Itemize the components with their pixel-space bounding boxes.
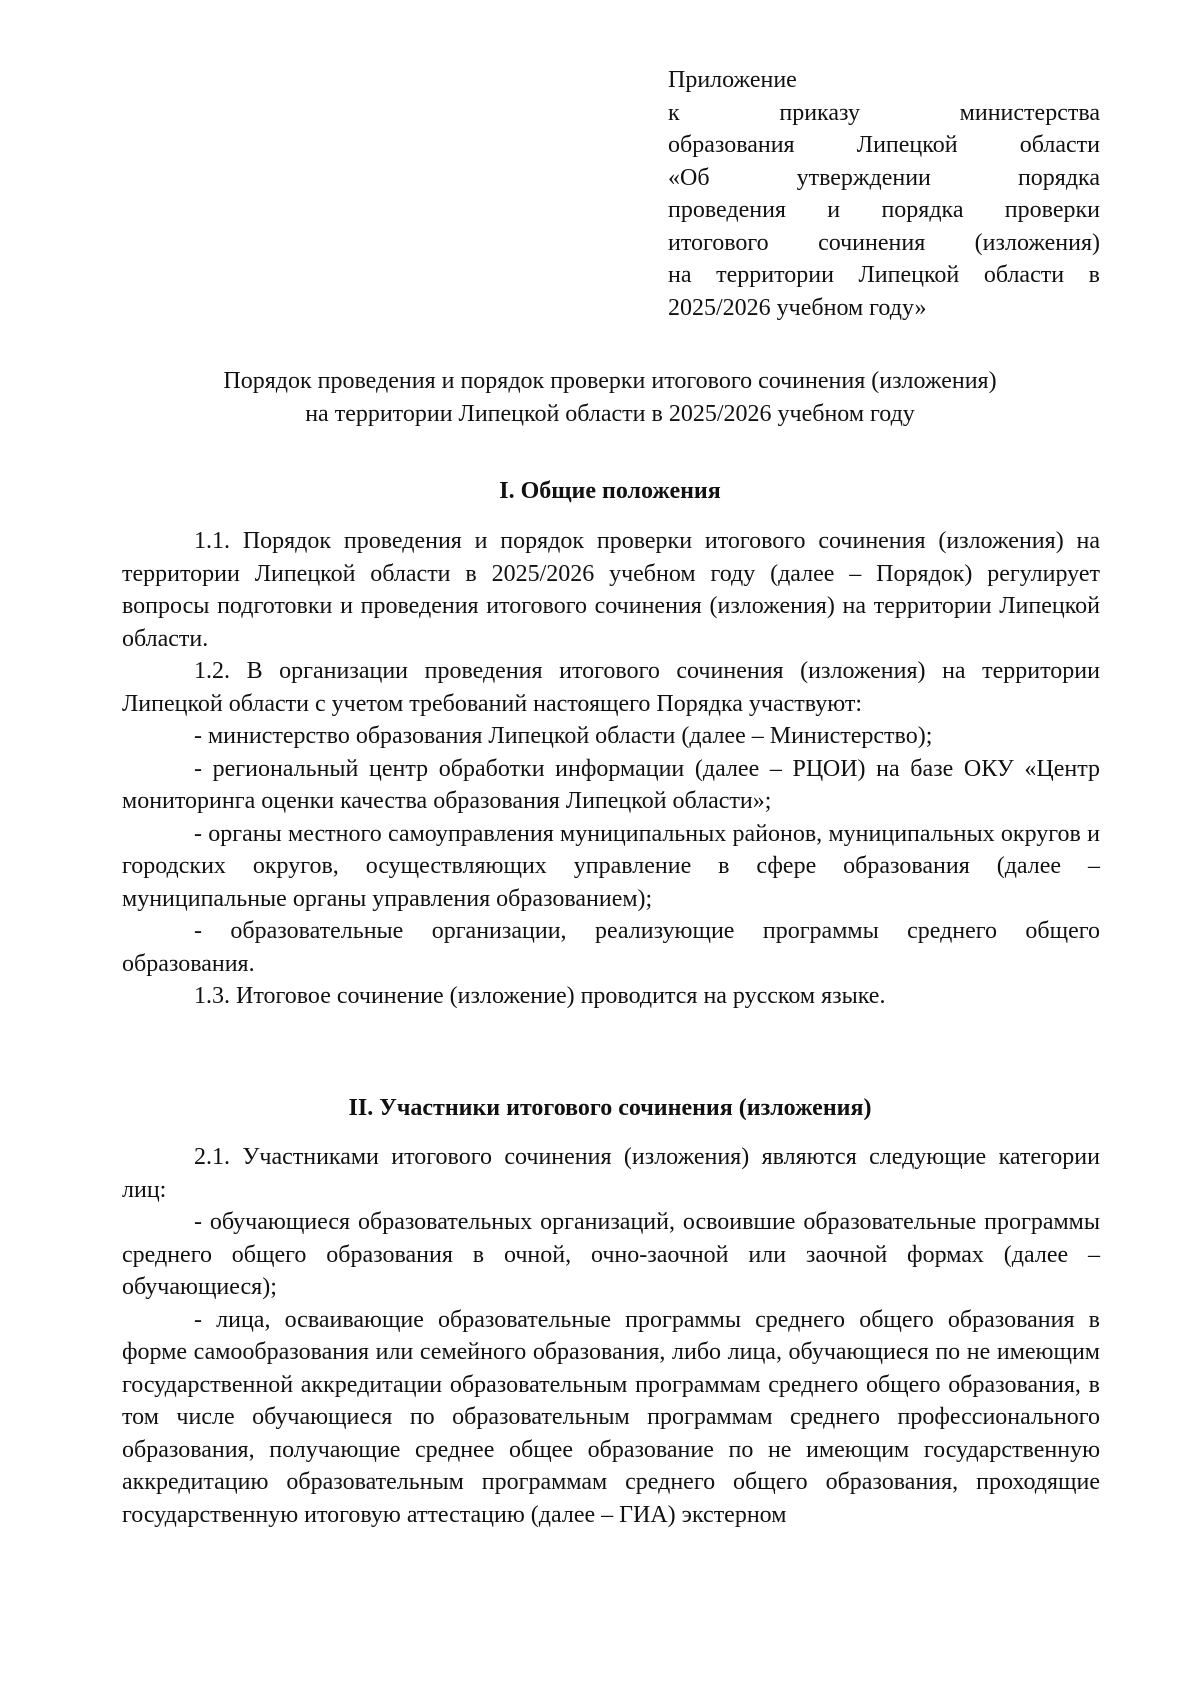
appendix-line: на территории Липецкой области в <box>668 262 1100 288</box>
list-item-external: - лица, осваивающие образовательные программы среднего общего образования в форме самообразования или семейного образования, либо лица, обучающиеся по не имеющим государственной аккредитации образовательным программам среднего общего образования, в том числе обучающиеся по образовательным программам среднего профессионального образования, получающие среднее общее образование по не имеющим государственную аккредитацию образовательным программам среднего общего образования, проходящие государственную итоговую аттестацию (далее – ГИА) экстерном <box>122 1306 1100 1528</box>
appendix-line: Приложение <box>668 67 797 93</box>
appendix-line: к приказу министерства <box>668 99 1100 126</box>
document-title <box>120 365 1100 430</box>
paragraph-1-3: 1.3. Итоговое сочинение (изложение) проводится на русском языке. <box>194 983 886 1009</box>
section-heading-participants: II. Участники итогового сочинения (изложения) <box>348 1095 872 1121</box>
document-title-line: Порядок проведения и порядок проверки итогового сочинения (изложения) <box>223 368 997 394</box>
appendix-header <box>668 64 1100 324</box>
appendix-line: образования Липецкой области <box>668 132 1100 158</box>
appendix-line: итогового сочинения (изложения) <box>668 229 1100 256</box>
document-title-line: на территории Липецкой области в 2025/2026 учебном году <box>305 400 915 427</box>
section-body-participants <box>122 1141 1100 1531</box>
section-body-general <box>122 525 1100 1013</box>
section-heading-general: I. Общие положения <box>499 478 721 504</box>
list-item-schools: - образовательные организации, реализующие программы среднего общего образования. <box>122 918 1100 977</box>
paragraph-1-2: 1.2. В организации проведения итогового сочинения (изложения) на территории Липецкой области с учетом требований настоящего Порядка участвуют: <box>122 658 1100 717</box>
appendix-line: 2025/2026 учебном году» <box>668 294 927 321</box>
list-item-ministry: - министерство образования Липецкой области (далее – Министерство); <box>194 723 933 749</box>
list-item-municipal: - органы местного самоуправления муниципальных районов, муниципальных округов и городских округов, осуществляющих управление в сфере образования (далее – муниципальные органы управления образованием); <box>122 820 1100 912</box>
list-item-students: - обучающиеся образовательных организаций, освоившие образовательные программы среднего общего образования в очной, очно-заочной или заочной формах (далее – обучающиеся); <box>122 1209 1100 1300</box>
paragraph-2-1: 2.1. Участниками итогового сочинения (изложения) являются следующие категории лиц: <box>122 1144 1100 1203</box>
appendix-line: проведения и порядка проверки <box>668 197 1100 223</box>
list-item-rcoi: - региональный центр обработки информации (далее – РЦОИ) на базе ОКУ «Центр мониторинга оценки качества образования Липецкой области»; <box>122 755 1100 814</box>
appendix-line: «Об утверждении порядка <box>668 164 1100 191</box>
paragraph-1-1: 1.1. Порядок проведения и порядок проверки итогового сочинения (изложения) на территории Липецкой области в 2025/2026 учебном году (далее – Порядок) регулирует вопросы подготовки и проведения итогового сочинения (изложения) на территории Липецкой области. <box>122 528 1100 652</box>
